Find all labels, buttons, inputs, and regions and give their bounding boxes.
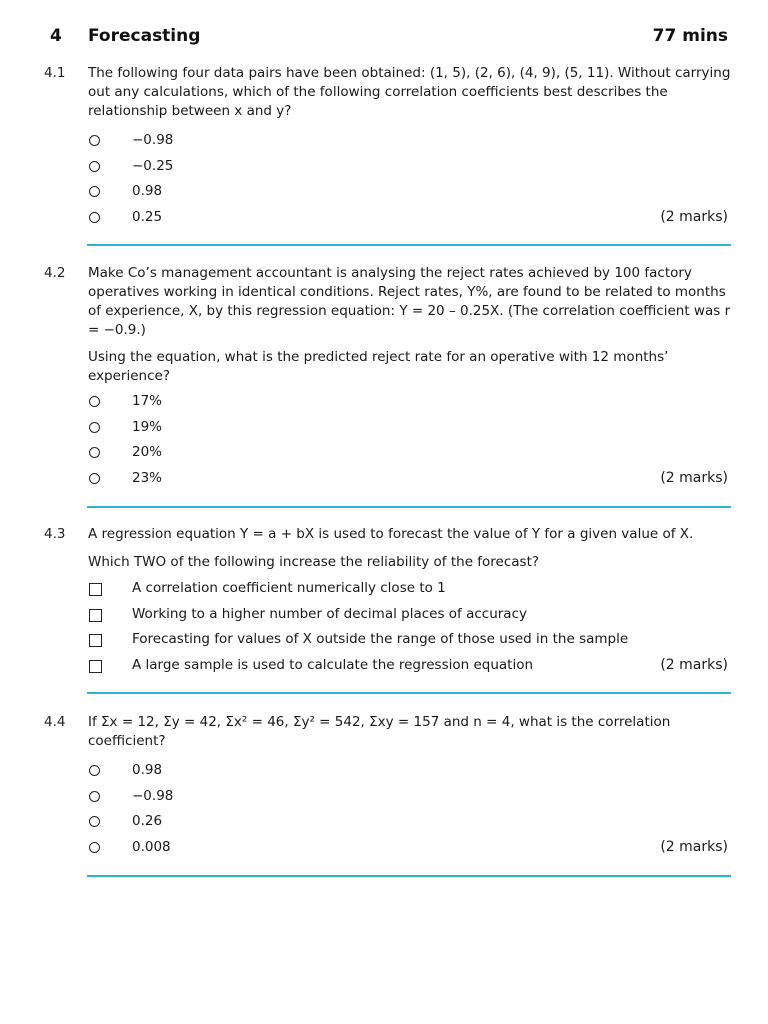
section-header xyxy=(0,24,768,54)
option-label: −0.98 xyxy=(132,787,174,804)
radio-button[interactable] xyxy=(89,447,100,458)
option[interactable] xyxy=(0,158,768,184)
marks-label: (2 marks) xyxy=(660,470,728,487)
radio-button[interactable] xyxy=(89,791,100,802)
marks-label: (2 marks) xyxy=(660,839,728,856)
option-label: 17% xyxy=(132,393,163,409)
marks-label: (2 marks) xyxy=(660,657,728,674)
option-label: 23% xyxy=(132,470,163,487)
option-label: 0.26 xyxy=(132,813,163,830)
option[interactable] xyxy=(0,183,768,209)
option-label: A correlation coefficient numerically close to 1 xyxy=(132,580,446,596)
radio-button[interactable] xyxy=(89,422,100,433)
question-prompt: Which TWO of the following increase the reliability of the forecast? xyxy=(88,554,540,570)
option[interactable] xyxy=(0,444,768,470)
radio-button[interactable] xyxy=(89,473,100,484)
divider xyxy=(87,506,731,508)
option[interactable] xyxy=(0,657,768,683)
radio-button[interactable] xyxy=(89,161,100,172)
option-label: −0.98 xyxy=(132,132,174,148)
option-label: 0.25 xyxy=(132,209,163,226)
question-text: The following four data pairs have been obtained: (1, 5), (2, 6), (4, 9), (5, 11). Without carrying out any calculations, which of the following correlation coefficients best describes the relationship between x and y? xyxy=(88,65,731,119)
option-label: 0.008 xyxy=(132,839,171,856)
option-label: 0.98 xyxy=(132,183,163,200)
option[interactable] xyxy=(0,393,768,419)
option[interactable] xyxy=(0,209,768,235)
option-label: 19% xyxy=(132,418,163,435)
radio-button[interactable] xyxy=(89,135,100,146)
radio-button[interactable] xyxy=(89,765,100,776)
checkbox[interactable] xyxy=(89,634,102,647)
divider xyxy=(87,244,731,246)
option[interactable] xyxy=(0,606,768,632)
option[interactable] xyxy=(0,839,768,865)
option[interactable] xyxy=(0,631,768,657)
question-text: If Σx = 12, Σy = 42, Σx² = 46, Σy² = 542, Σxy = 157 and n = 4, what is the correlation coefficient? xyxy=(88,714,671,749)
option[interactable] xyxy=(0,419,768,445)
question-number: 4.4 xyxy=(44,714,66,730)
question-prompt: Using the equation, what is the predicted reject rate for an operative with 12 months’ experience? xyxy=(88,349,669,384)
radio-button[interactable] xyxy=(89,816,100,827)
question-text: A regression equation Y = a + bX is used to forecast the value of Y for a given value of X. xyxy=(88,526,694,542)
option-label: Working to a higher number of decimal places of accuracy xyxy=(132,605,527,622)
question-number: 4.3 xyxy=(44,526,66,542)
checkbox[interactable] xyxy=(89,609,102,622)
option[interactable] xyxy=(0,132,768,158)
question-number: 4.2 xyxy=(44,265,66,281)
option-label: Forecasting for values of X outside the range of those used in the sample xyxy=(132,631,629,648)
option[interactable] xyxy=(0,580,768,606)
question-text: Make Co’s management accountant is analysing the reject rates achieved by 100 factory operatives working in identical conditions. Reject rates, Y%, are found to be related to months of experience, X, by this regression equation: Y = 20 – 0.25X. (The correlation coefficient was r = −0.9.) xyxy=(88,265,731,338)
options-list xyxy=(0,132,768,235)
option-label: −0.25 xyxy=(132,157,174,174)
options-list xyxy=(0,762,768,865)
option[interactable] xyxy=(0,762,768,788)
option-label: 0.98 xyxy=(132,762,163,778)
radio-button[interactable] xyxy=(89,396,100,407)
options-list xyxy=(0,580,768,683)
option-label: A large sample is used to calculate the regression equation xyxy=(132,657,534,674)
option[interactable] xyxy=(0,813,768,839)
question-number: 4.1 xyxy=(44,65,66,81)
radio-button[interactable] xyxy=(89,842,100,853)
section-number: 4 xyxy=(50,26,62,46)
option[interactable] xyxy=(0,788,768,814)
option[interactable] xyxy=(0,470,768,496)
divider xyxy=(87,692,731,694)
section-time: 77 mins xyxy=(652,26,728,46)
checkbox[interactable] xyxy=(89,660,102,673)
section-title: Forecasting xyxy=(88,26,201,46)
divider xyxy=(87,875,731,877)
radio-button[interactable] xyxy=(89,186,100,197)
radio-button[interactable] xyxy=(89,212,100,223)
checkbox[interactable] xyxy=(89,583,102,596)
options-list xyxy=(0,393,768,496)
marks-label: (2 marks) xyxy=(660,209,728,226)
option-label: 20% xyxy=(132,444,163,461)
